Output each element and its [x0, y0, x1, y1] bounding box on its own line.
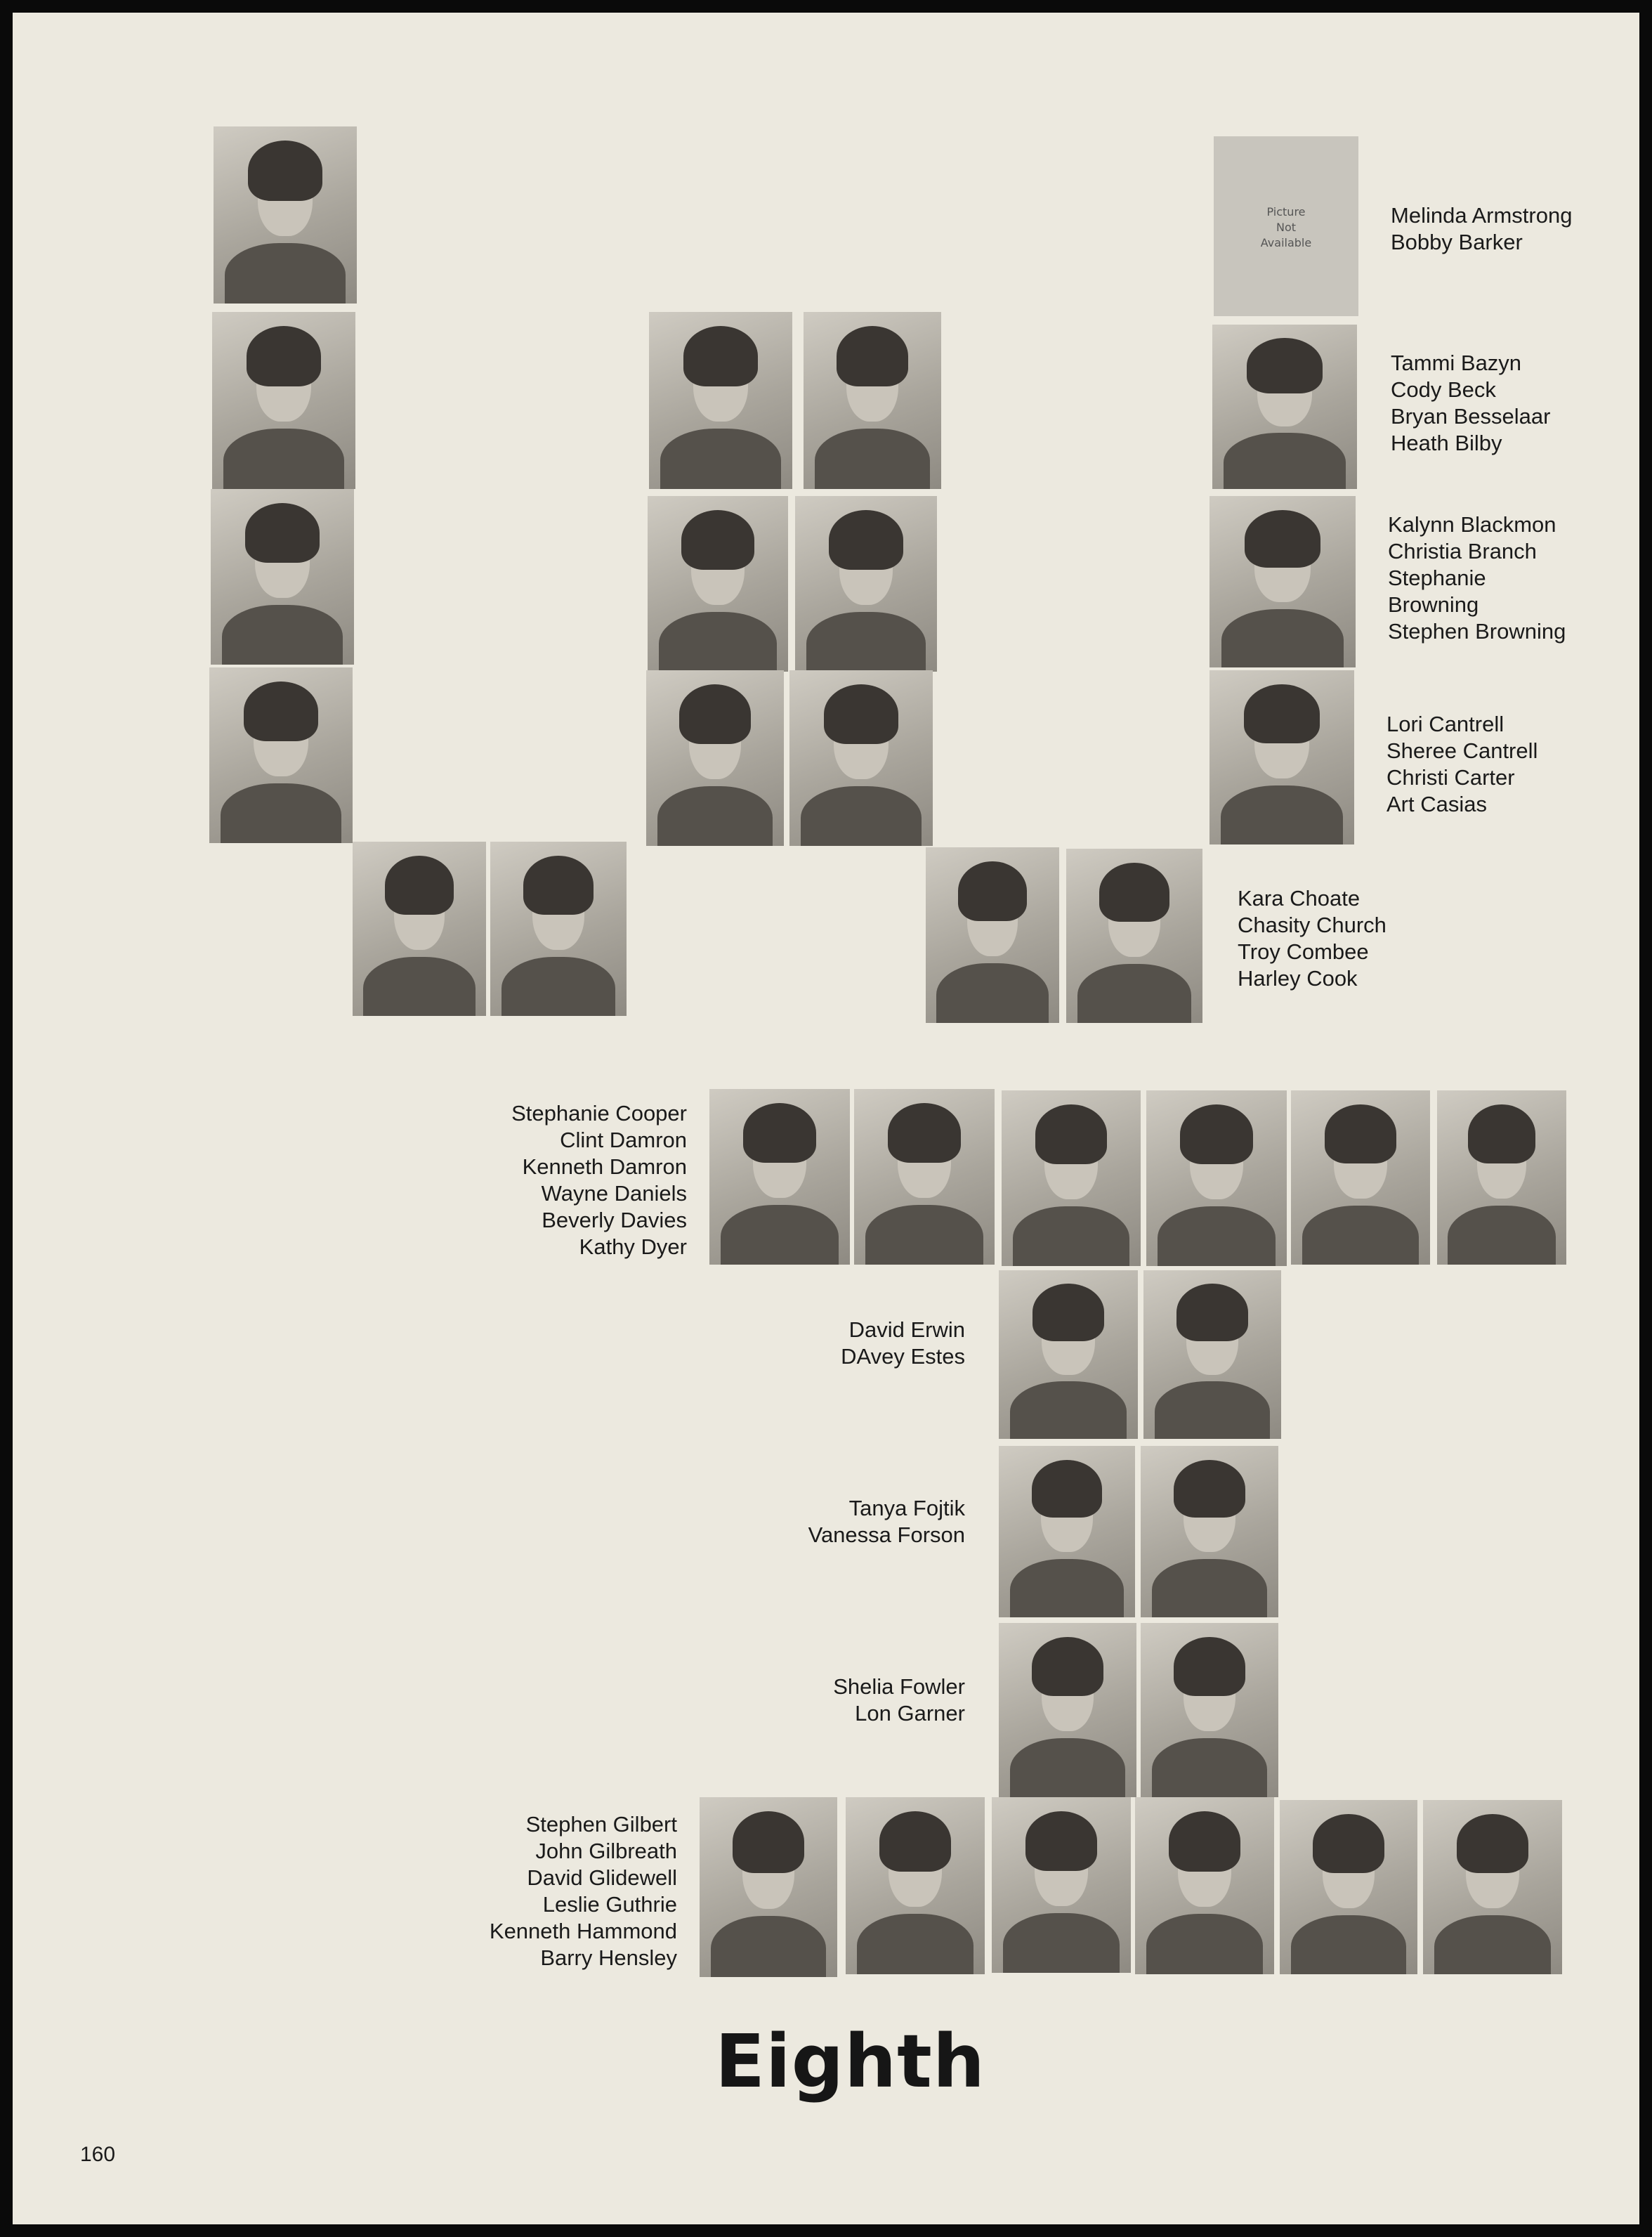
student-name: Stephanie	[1388, 566, 1486, 590]
student-name: Christia Branch	[1388, 539, 1537, 563]
student-name: Leslie Guthrie	[542, 1892, 677, 1917]
student-name: Heath Bilby	[1391, 431, 1502, 455]
student-name: Chasity Church	[1238, 913, 1386, 937]
name-list	[1388, 511, 1566, 645]
student-name: David Erwin	[848, 1317, 965, 1342]
portrait	[1437, 1090, 1566, 1265]
portrait	[214, 126, 357, 304]
portrait	[1210, 670, 1354, 844]
student-name: Cody Beck	[1391, 377, 1496, 402]
student-name: Stephen Gilbert	[525, 1812, 677, 1837]
yearbook-page	[13, 13, 1639, 2224]
student-name: Kenneth Hammond	[489, 1919, 677, 1943]
student-name: Vanessa Forson	[808, 1522, 965, 1547]
student-name: Troy Combee	[1238, 939, 1369, 964]
student-name: Kathy Dyer	[579, 1234, 687, 1259]
portrait	[1002, 1090, 1141, 1266]
name-list	[841, 1317, 965, 1370]
portrait	[490, 842, 627, 1016]
page-title: Eighth	[715, 2018, 985, 2104]
name-list	[511, 1100, 687, 1260]
student-name: Lori Cantrell	[1386, 712, 1504, 736]
student-name: Tammi Bazyn	[1391, 351, 1522, 375]
portrait	[926, 847, 1059, 1023]
portrait	[212, 312, 355, 489]
name-list	[808, 1495, 965, 1548]
student-name: Kalynn Blackmon	[1388, 512, 1556, 537]
portrait	[789, 670, 933, 846]
portrait	[709, 1089, 850, 1265]
page-number: 160	[80, 2143, 116, 2166]
portrait	[1141, 1623, 1278, 1797]
student-name: Barry Hensley	[540, 1945, 677, 1970]
portrait	[999, 1446, 1135, 1617]
student-name: Tanya Fojtik	[848, 1496, 965, 1520]
name-list	[490, 1811, 677, 1971]
student-name: Clint Damron	[560, 1128, 687, 1152]
portrait	[700, 1797, 837, 1977]
student-name: Art Casias	[1386, 792, 1487, 816]
student-name: Wayne Daniels	[541, 1181, 687, 1206]
student-name: Kenneth Damron	[522, 1154, 687, 1179]
placeholder-line: Not	[1276, 221, 1297, 235]
placeholder-line: Picture	[1266, 205, 1306, 219]
portrait	[992, 1797, 1131, 1973]
portrait	[1143, 1270, 1281, 1439]
portrait	[1141, 1446, 1278, 1617]
student-name: Kara Choate	[1238, 886, 1361, 911]
portrait	[649, 312, 792, 489]
portrait	[1135, 1797, 1274, 1974]
placeholder-line: Available	[1260, 236, 1312, 250]
portrait	[353, 842, 486, 1016]
name-list	[1386, 711, 1538, 818]
student-name: Bobby Barker	[1391, 230, 1523, 254]
student-name: David Glidewell	[527, 1865, 677, 1890]
student-name: Sheree Cantrell	[1386, 738, 1538, 763]
name-list	[1238, 885, 1386, 992]
portrait	[1210, 496, 1356, 667]
portrait	[999, 1623, 1136, 1797]
student-name: Bryan Besselaar	[1391, 404, 1551, 429]
name-list	[1391, 202, 1572, 256]
student-name: Browning	[1388, 592, 1479, 617]
picture-not-available-placeholder	[1214, 136, 1358, 316]
student-name: Beverly Davies	[542, 1208, 687, 1232]
student-name: Harley Cook	[1238, 966, 1358, 991]
student-name: Stephen Browning	[1388, 619, 1566, 644]
portrait	[1280, 1800, 1417, 1974]
student-name: Shelia Fowler	[833, 1674, 965, 1699]
portrait	[646, 670, 784, 846]
portrait	[1291, 1090, 1430, 1265]
student-name: Stephanie Cooper	[511, 1101, 687, 1126]
portrait	[1066, 849, 1202, 1023]
portrait	[1212, 325, 1357, 489]
name-list	[1391, 350, 1550, 457]
portrait	[648, 496, 788, 672]
student-name: Lon Garner	[855, 1701, 965, 1726]
student-name: Melinda Armstrong	[1391, 203, 1573, 228]
portrait	[795, 496, 937, 672]
student-name: John Gilbreath	[535, 1839, 677, 1863]
portrait	[846, 1797, 985, 1974]
student-name: DAvey Estes	[841, 1344, 965, 1369]
portrait	[1146, 1090, 1287, 1266]
portrait	[854, 1089, 995, 1265]
portrait	[804, 312, 941, 489]
portrait	[209, 667, 353, 843]
student-name: Christi Carter	[1386, 765, 1515, 790]
portrait	[999, 1270, 1138, 1439]
name-list	[833, 1674, 965, 1727]
portrait	[1423, 1800, 1562, 1974]
portrait	[211, 489, 354, 665]
